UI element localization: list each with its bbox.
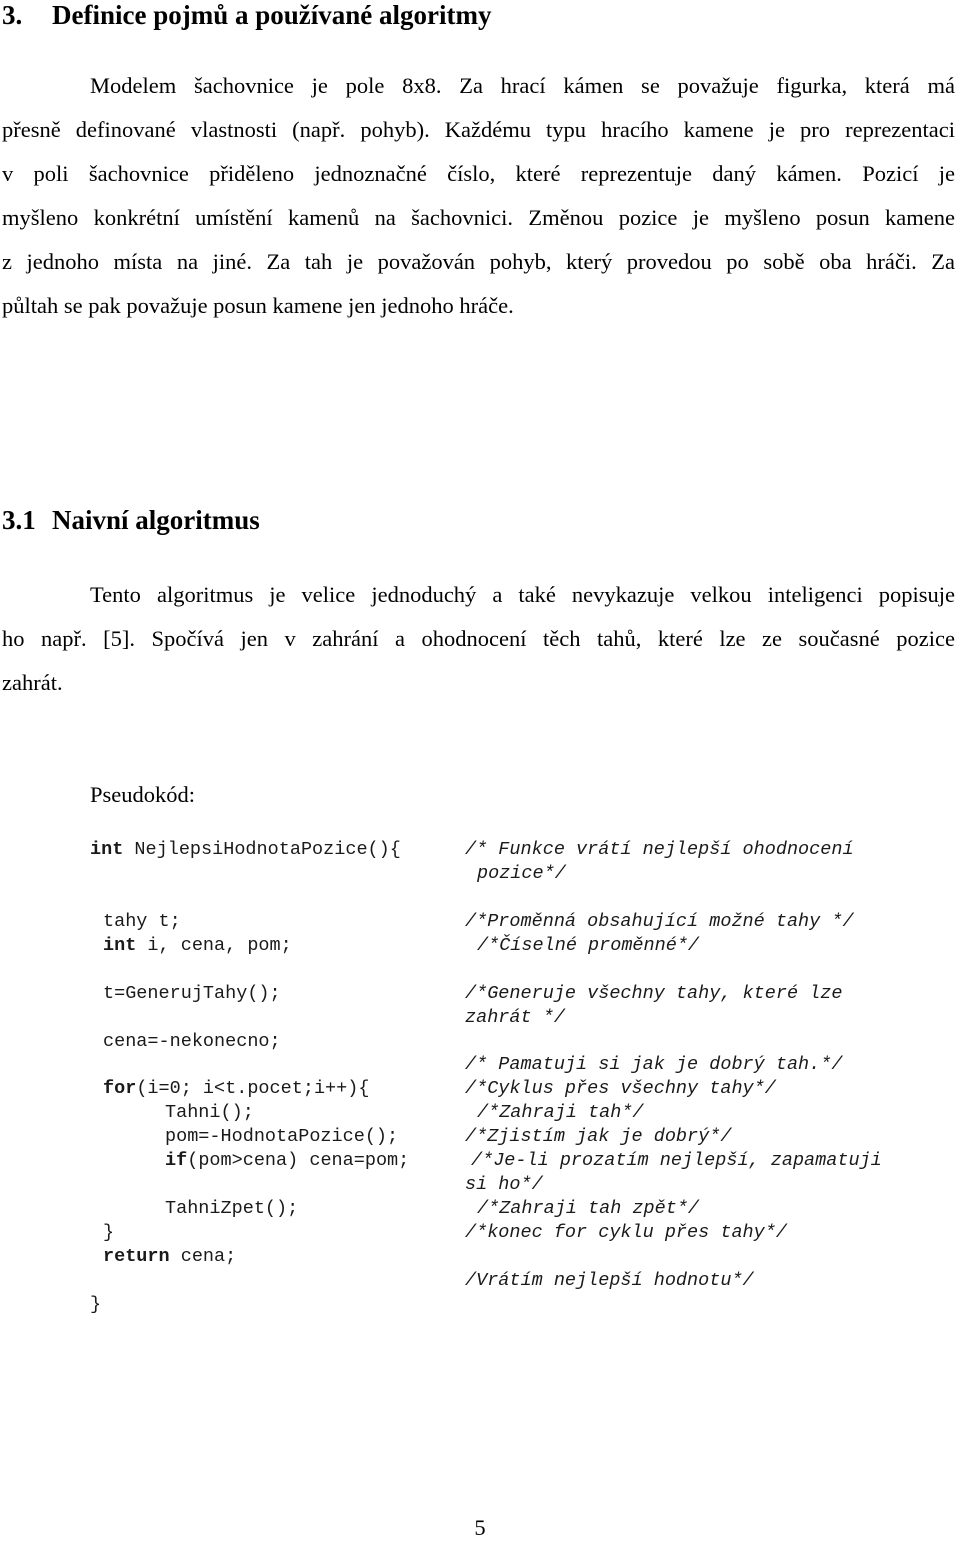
- paragraph-line: Modelem šachovnice je pole 8x8. Za hrací kámen se považuje figurka, která má: [90, 73, 955, 98]
- code-comment: /*Číselné proměnné*/: [477, 935, 700, 956]
- code-comment: /*Je-li prozatím nejlepší, zapamatuji: [471, 1150, 882, 1171]
- code-line: [103, 982, 281, 1006]
- paragraph-naive: [2, 573, 955, 705]
- code-comment: /Vrátím nejlepší hodnotu*/: [465, 1270, 754, 1291]
- paragraph-line: myšleno konkrétní umístění kamenů na šachovnici. Změnou pozice je myšleno posun kamene: [2, 205, 955, 230]
- code-comment: pozice*/: [477, 863, 566, 884]
- code-line: [103, 1030, 281, 1054]
- code-text: t=GenerujTahy();: [103, 983, 281, 1004]
- code-text: Tahni();: [165, 1102, 254, 1123]
- paragraph-line: přesně definované vlastnosti (např. pohyb). Každému typu hracího kamene je pro reprezentaci: [2, 117, 955, 142]
- code-line: [165, 1125, 398, 1149]
- code-keyword: if: [165, 1150, 188, 1171]
- code-text: }: [90, 1294, 102, 1315]
- paragraph-line: z jednoho místa na jiné. Za tah je považován pohyb, který provedou po sobě oba hráči. Za: [2, 249, 955, 274]
- code-keyword: for: [103, 1078, 137, 1099]
- paragraph-line: v poli šachovnice přiděleno jednoznačné číslo, které reprezentuje daný kámen. Pozicí je: [2, 161, 955, 186]
- paragraph-definitions: [2, 64, 955, 328]
- code-line: [90, 838, 401, 862]
- code-keyword: return: [103, 1246, 170, 1267]
- section-number: 3.: [2, 0, 23, 30]
- code-text: TahniZpet();: [165, 1198, 299, 1219]
- code-comment: /*Zahraji tah*/: [477, 1102, 644, 1123]
- code-comment: /*Cyklus přes všechny tahy*/: [465, 1078, 776, 1099]
- code-comment: /*Zahraji tah zpět*/: [477, 1198, 700, 1219]
- subsection-number: 3.1: [2, 505, 36, 535]
- paragraph-line: Tento algoritmus je velice jednoduchý a také nevykazuje velkou inteligenci popisuje: [90, 582, 955, 607]
- paragraph-line: půltah se pak považuje posun kamene jen jednoho hráče.: [2, 293, 514, 318]
- subsection-title: Naivní algoritmus: [52, 505, 260, 535]
- code-keyword: int: [103, 935, 137, 956]
- code-text: pom=-HodnotaPozice();: [165, 1126, 399, 1147]
- page-number: 5: [474, 1515, 486, 1540]
- code-keyword: int: [90, 839, 124, 860]
- code-comment: si ho*/: [465, 1174, 543, 1195]
- paragraph-line: ho např. [5]. Spočívá jen v zahrání a ohodnocení těch tahů, které lze ze současné pozice: [2, 626, 955, 651]
- pseudocode-label: Pseudokód:: [90, 782, 196, 807]
- code-comment: /*Generuje všechny tahy, které lze: [465, 983, 843, 1004]
- code-line: [103, 910, 181, 934]
- code-text: tahy t;: [103, 911, 181, 932]
- code-line: [165, 1149, 409, 1173]
- code-line: [165, 1101, 254, 1125]
- code-line: [103, 1077, 369, 1101]
- code-comment: /*Proměnná obsahující možné tahy */: [465, 911, 854, 932]
- code-line: [165, 1197, 298, 1221]
- code-text: NejlepsiHodnotaPozice(){: [123, 839, 401, 860]
- code-comment: zahrát */: [465, 1007, 565, 1028]
- code-text: cena;: [169, 1246, 237, 1267]
- section-title: Definice pojmů a používané algoritmy: [52, 0, 492, 30]
- code-comment: /*Zjistím jak je dobrý*/: [465, 1126, 732, 1147]
- code-line: [103, 934, 292, 958]
- section-heading: [2, 0, 491, 31]
- code-text: i, cena, pom;: [136, 935, 292, 956]
- code-text: }: [103, 1222, 115, 1243]
- code-text: cena=-nekonecno;: [103, 1031, 281, 1052]
- code-line: [103, 1221, 114, 1245]
- code-text: (pom>cena) cena=pom;: [187, 1150, 410, 1171]
- paragraph-line: zahrát.: [2, 670, 63, 695]
- subsection-heading: [2, 505, 260, 536]
- code-text: (i=0; i<t.pocet;i++){: [136, 1078, 370, 1099]
- code-comment: /* Pamatuji si jak je dobrý tah.*/: [465, 1054, 843, 1075]
- code-line: [103, 1245, 236, 1269]
- code-comment: /* Funkce vrátí nejlepší ohodnocení: [465, 839, 854, 860]
- code-line: [90, 1293, 101, 1317]
- code-comment: /*konec for cyklu přes tahy*/: [465, 1222, 787, 1243]
